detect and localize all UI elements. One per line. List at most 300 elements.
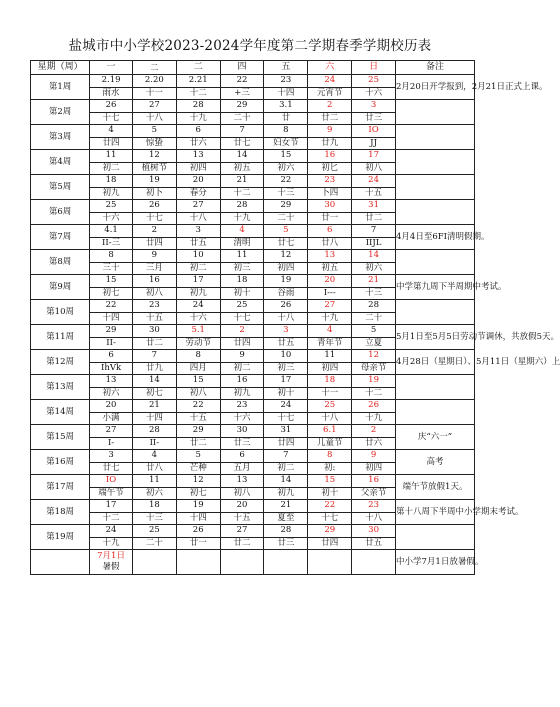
day-lunar: 端午节 [90,487,133,500]
day-date: 28 [352,300,396,313]
day-date: 17 [352,150,396,163]
day-date: 17 [264,375,308,388]
week-row [31,475,475,488]
day-lunar: 廿 [264,112,308,125]
header-sun: 日 [352,61,396,75]
day-lunar: 廿七 [90,462,133,475]
day-date: 29 [90,325,133,338]
day-lunar: 初匕 [308,162,352,175]
day-lunar: 母亲节 [352,362,396,375]
week-row [31,450,475,463]
week-label: 第7周 [31,225,90,250]
day-date: 24 [90,525,133,538]
week-note [396,150,475,175]
day-date: 8 [308,450,352,463]
day-lunar: 青年节 [308,337,352,350]
day-date: 19 [132,175,176,188]
day-date: 3.1 [264,100,308,113]
day-date: 13 [176,150,220,163]
empty-cell [176,550,220,575]
empty-cell [264,550,308,575]
day-date: 5 [132,125,176,138]
week-row [31,525,475,538]
day-lunar: II-三 [90,237,133,250]
header-thu: 四 [220,61,264,75]
day-lunar: 初八 [220,487,264,500]
day-date: 25 [352,75,396,88]
day-lunar: 廿四 [220,337,264,350]
day-date: 11 [90,150,133,163]
day-lunar: 廿一 [176,537,220,550]
day-lunar: 初二 [264,462,308,475]
day-date: 26 [352,400,396,413]
day-lunar: 初二 [176,262,220,275]
day-date: 23 [352,500,396,513]
day-date: 21 [132,400,176,413]
day-date: 20 [220,500,264,513]
calendar-body [31,75,560,575]
day-lunar: 十九 [90,537,133,550]
day-date: 28 [220,200,264,213]
day-lunar: 初二 [90,162,133,175]
day-date: 5 [352,325,396,338]
day-date: 9 [352,450,396,463]
day-lunar: 初四 [264,262,308,275]
week-label: 第6周 [31,200,90,225]
day-date: 15 [308,475,352,488]
day-date: 27 [176,200,220,213]
week-row [31,400,475,413]
day-lunar: 廿六 [176,137,220,150]
empty-cell [308,550,352,575]
week-row [31,300,475,313]
day-date: 2.21 [176,75,220,88]
day-lunar: 初八 [176,387,220,400]
week-label: 第13周 [31,375,90,400]
day-date: 25 [308,400,352,413]
day-lunar: 三月 [132,262,176,275]
day-lunar: 十二 [352,387,396,400]
week-note: 4月4日至6FI清明假期。 [396,225,475,250]
day-lunar: 廿八 [132,462,176,475]
day-lunar: 初六 [90,387,133,400]
day-lunar: 清明 [220,237,264,250]
day-date: 27 [220,525,264,538]
day-date: 27 [132,100,176,113]
day-date: 22 [220,75,264,88]
week-label: 第4周 [31,150,90,175]
day-lunar: 廿五 [352,537,396,550]
day-lunar: 初九 [264,487,308,500]
day-lunar: 初三 [264,362,308,375]
day-lunar: 十五 [132,312,176,325]
header-wed: 二 [176,61,220,75]
day-date: 8 [264,125,308,138]
day-date: 13 [220,475,264,488]
day-lunar: 十七 [220,312,264,325]
day-date: 4.1 [90,225,133,238]
day-lunar: 初三 [220,262,264,275]
day-date: 29 [264,200,308,213]
week-row [31,100,475,113]
day-date: 11 [220,250,264,263]
day-lunar: 十六 [176,312,220,325]
day-lunar: 初四 [176,162,220,175]
day-lunar: 四月 [176,362,220,375]
day-lunar: 妇女节 [264,137,308,150]
day-lunar: I- [90,437,133,450]
day-date: 22 [308,500,352,513]
day-date: 28 [176,100,220,113]
day-lunar: 廿四 [264,437,308,450]
day-date: 5 [264,225,308,238]
day-lunar: 初七 [176,487,220,500]
day-date: 15 [90,275,133,288]
header-note: 备注 [396,61,475,75]
day-date: 5 [176,450,220,463]
week-label: 第8周 [31,250,90,275]
day-date: 5.1 [176,325,220,338]
week-label: 第14周 [31,400,90,425]
week-note [396,525,475,550]
day-lunar: 十八 [132,112,176,125]
header-week: 星期（周） [31,61,90,75]
day-lunar: 父亲节 [352,487,396,500]
day-date: 25 [132,525,176,538]
day-date: 20 [90,400,133,413]
day-lunar: 十二 [176,87,220,100]
day-lunar: 廿三 [220,437,264,450]
day-date: 10 [176,250,220,263]
day-date: 8 [176,350,220,363]
day-date: 6 [308,225,352,238]
day-date: 2 [132,225,176,238]
day-date: 21 [352,275,396,288]
day-date: 28 [132,425,176,438]
day-date: 29 [220,100,264,113]
day-date: 10 [264,350,308,363]
day-lunar: 初十 [308,487,352,500]
day-lunar: 廿五 [264,337,308,350]
day-lunar: 十八 [308,412,352,425]
week-label: 第2周 [31,100,90,125]
day-date: 2 [352,425,396,438]
day-lunar: 初六 [132,487,176,500]
day-date: 21 [264,500,308,513]
day-date: 26 [90,100,133,113]
day-lunar: 十四 [90,312,133,325]
day-lunar: 十三 [132,512,176,525]
week-row [31,425,475,438]
day-date: 24 [176,300,220,313]
day-date: 27 [90,425,133,438]
day-lunar: 廿九 [308,137,352,150]
day-date: 22 [176,400,220,413]
day-date: 16 [220,375,264,388]
day-date: 4 [90,125,133,138]
day-date: 11 [308,350,352,363]
day-date: 16 [132,275,176,288]
day-lunar: 十九 [352,412,396,425]
day-lunar: 十九 [220,212,264,225]
page-title: 盐城市中小学校2023-2024学年度第二学期春季学期校历表 [68,38,432,54]
week-row [31,200,475,213]
day-lunar: 十六 [220,412,264,425]
day-date: 16 [308,150,352,163]
day-lunar: IhVk [90,362,133,375]
day-lunar: 十五 [220,512,264,525]
week-label: 第12周 [31,350,90,375]
day-lunar: 春分 [176,187,220,200]
summer-start-cell [90,550,133,575]
week-row [31,375,475,388]
summer-label: 暑假 [102,562,120,572]
day-lunar: 初五 [220,162,264,175]
day-lunar: I--- [308,287,352,300]
day-date: 6.1 [308,425,352,438]
week-note: 4月28日（星期日）、5月11日（星期六）上 [396,350,475,375]
day-date: 13 [90,375,133,388]
week-note: 高考 [396,450,475,475]
day-lunar: 初六 [264,162,308,175]
day-date: 27 [308,300,352,313]
day-lunar: 廿二 [352,212,396,225]
day-lunar: 元宵节 [308,87,352,100]
day-date: 22 [90,300,133,313]
day-date: 7 [352,225,396,238]
header-mon: 一 [90,61,133,75]
day-lunar: 廿六 [352,437,396,450]
day-lunar: 廿九 [132,362,176,375]
day-date: 19 [352,375,396,388]
week-label: 第11周 [31,325,90,350]
week-row [31,325,475,338]
day-lunar: 初七 [132,387,176,400]
day-lunar: 廿二 [220,537,264,550]
week-row [31,275,475,288]
day-lunar: 十四 [176,512,220,525]
day-lunar: 廿三 [352,112,396,125]
day-lunar: 立夏 [352,337,396,350]
day-date: 12 [176,475,220,488]
day-lunar: 十七 [308,512,352,525]
day-lunar: 初十 [220,287,264,300]
day-lunar: 二十 [264,212,308,225]
day-date: 23 [220,400,264,413]
summer-note: 中小学7月1日放暑假。 [396,550,475,575]
day-lunar: 廿七 [220,137,264,150]
week-row [31,125,475,138]
day-date: 9 [308,125,352,138]
day-lunar: II- [132,437,176,450]
day-lunar: 廿七 [264,237,308,250]
day-date: 6 [220,450,264,463]
day-date: 25 [90,200,133,213]
day-date: 18 [308,375,352,388]
header-fri: 五 [264,61,308,75]
week-row [31,150,475,163]
day-date: 2.19 [90,75,133,88]
day-date: 30 [220,425,264,438]
week-row [31,500,475,513]
day-date: 20 [176,175,220,188]
day-lunar: 十七 [264,412,308,425]
day-lunar: +三 [220,87,264,100]
day-date: 3 [176,225,220,238]
summer-row [31,550,475,575]
day-lunar: 植树节 [132,162,176,175]
day-lunar: 十一 [132,87,176,100]
week-note [396,250,475,275]
day-lunar: 廿二 [176,437,220,450]
day-date: 25 [220,300,264,313]
day-lunar: 十一 [308,387,352,400]
day-date: 3 [264,325,308,338]
week-label: 第9周 [31,275,90,300]
day-date: 15 [264,150,308,163]
day-lunar: 初四 [352,462,396,475]
week-note [396,175,475,200]
day-lunar: 初六 [352,262,396,275]
week-row [31,350,475,363]
day-lunar: 十六 [352,87,396,100]
day-date: 24 [352,175,396,188]
week-note: 第十八周下半周中小学期末考试。 [396,500,475,525]
day-lunar: 廿八 [308,237,352,250]
day-lunar: 劳动节 [176,337,220,350]
week-note: 中学第九周下半周期中考试。 [396,275,475,300]
day-lunar: 廿三 [264,537,308,550]
day-date: 18 [220,275,264,288]
day-lunar: 初八 [352,162,396,175]
week-row [31,250,475,263]
day-lunar: 卜四 [308,187,352,200]
day-date: 14 [132,375,176,388]
day-lunar: 十三 [264,187,308,200]
day-date: 31 [352,200,396,213]
week-label: 第1周 [31,75,90,100]
day-lunar: 惊蛰 [132,137,176,150]
day-date: 12 [352,350,396,363]
day-lunar: 廿二 [308,112,352,125]
day-date: 13 [308,250,352,263]
week-note [396,375,475,400]
day-date: 24 [264,400,308,413]
header-tue: 二 [132,61,176,75]
day-date: 19 [176,500,220,513]
week-note: 2月20日开学报到，2月21日正式上课。 [396,75,475,100]
day-lunar: 三十 [90,262,133,275]
day-lunar: II- [90,337,133,350]
week-note [396,300,475,325]
week-label: 第5周 [31,175,90,200]
day-date: 6 [90,350,133,363]
day-lunar: 十六 [90,212,133,225]
summer-week-label [31,550,90,575]
empty-cell [220,550,264,575]
day-lunar: 十四 [132,412,176,425]
day-lunar: 十七 [90,112,133,125]
day-date: 11 [132,475,176,488]
day-date: 12 [264,250,308,263]
day-date: 26 [176,525,220,538]
day-lunar: 十四 [264,87,308,100]
week-label: 第10周 [31,300,90,325]
week-label: 第17周 [31,475,90,500]
week-row [31,225,475,238]
week-label: 第15周 [31,425,90,450]
day-lunar: 廿四 [90,137,133,150]
week-note [396,200,475,225]
day-date: 19 [264,275,308,288]
day-date: 22 [264,175,308,188]
day-date: 24 [308,75,352,88]
day-lunar: 初五 [308,262,352,275]
day-date: IO [90,475,133,488]
day-lunar: 二十 [352,312,396,325]
day-date: IO [352,125,396,138]
day-date: 23 [308,175,352,188]
day-lunar: 二十 [132,537,176,550]
day-date: 4 [220,225,264,238]
day-date: 30 [132,325,176,338]
day-lunar: 初八 [132,287,176,300]
day-date: 2.20 [132,75,176,88]
day-lunar: 初九 [220,387,264,400]
day-date: 14 [352,250,396,263]
day-lunar: 十九 [176,112,220,125]
day-date: 23 [132,300,176,313]
day-lunar: IIJL [352,237,396,250]
day-lunar: 十七 [132,212,176,225]
day-date: 17 [176,275,220,288]
day-lunar: 十五 [352,187,396,200]
day-date: 9 [132,250,176,263]
day-date: 15 [176,375,220,388]
day-date: 4 [308,325,352,338]
day-date: 6 [176,125,220,138]
calendar-table [30,60,560,575]
day-date: 26 [132,200,176,213]
day-date: 29 [176,425,220,438]
day-lunar: 小满 [90,412,133,425]
day-lunar: 初九 [176,287,220,300]
day-date: 28 [264,525,308,538]
empty-cell [132,550,176,575]
day-date: 18 [132,500,176,513]
day-date: 29 [308,525,352,538]
day-date: 12 [132,150,176,163]
week-label: 第18周 [31,500,90,525]
day-date: 9 [220,350,264,363]
day-date: 30 [352,525,396,538]
day-lunar: 初十 [264,387,308,400]
day-lunar: 初卜 [132,187,176,200]
week-row [31,75,475,88]
day-date: 18 [90,175,133,188]
day-lunar: 十二 [90,512,133,525]
day-lunar: 二十 [220,112,264,125]
day-date: 26 [264,300,308,313]
day-date: 30 [308,200,352,213]
day-lunar: 十八 [176,212,220,225]
day-date: 7 [264,450,308,463]
day-lunar: 十八 [264,312,308,325]
day-lunar: 儿童节 [308,437,352,450]
day-date: 7 [132,350,176,363]
week-note: 5月1日至5月5日劳动节调休，共放假5天。 [396,325,475,350]
day-date: 3 [352,100,396,113]
